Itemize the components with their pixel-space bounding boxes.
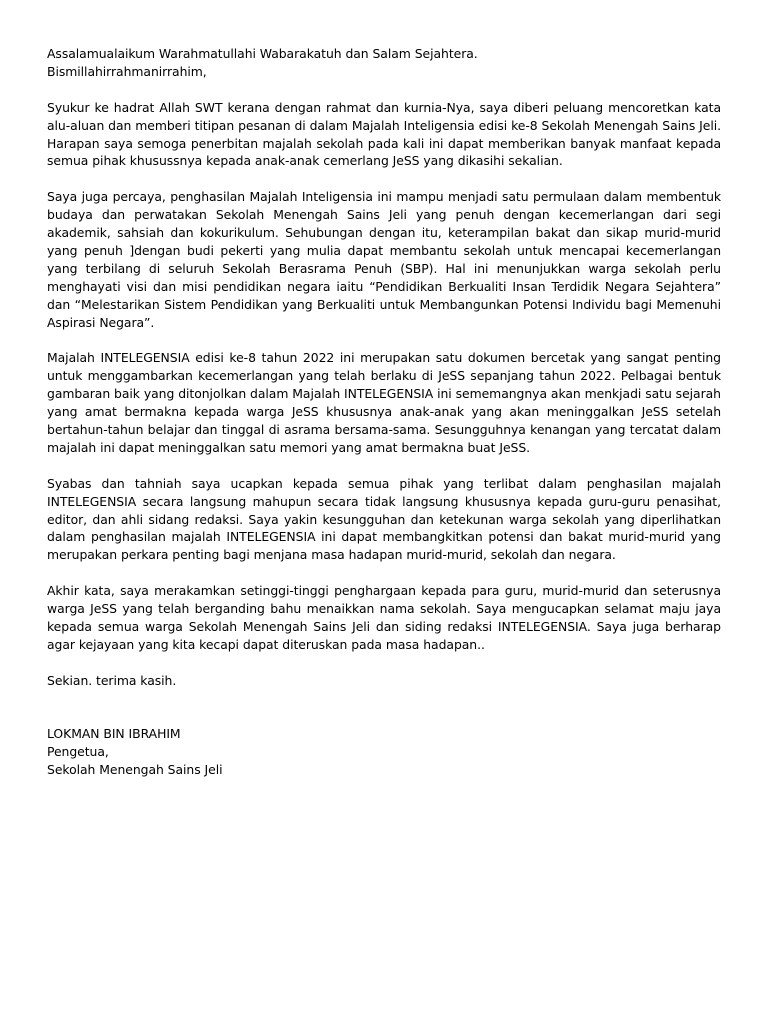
spacer: [47, 564, 721, 582]
paragraph-vision: Saya juga percaya, penghasilan Majalah Inteligensia ini mampu menjadi satu permulaan dalam membentuk budaya dan perwatakan Sekolah Menengah Sains Jeli yang penuh dengan kecemerlangan dari segi akademik, sahsiah dan kokurikulum. Sehubungan dengan itu, keterampilan bakat dan sikap murid-murid yang penuh ]dengan budi pekerti yang mulia dapat membantu sekolah untuk mencapai kecemerlangan yang terbilang di seluruh Sekolah Berasrama Penuh (SBP). Hal ini menunjukkan warga sekolah perlu menghayati visi dan misi pendidikan negara iaitu “Pendidikan Berkualiti Insan Terdidik Negara Sejahtera” dan “Melestarikan Sistem Pendidikan yang Berkualiti untuk Membangunkan Potensi Individu bagi Memenuhi Aspirasi Negara”.: [47, 189, 721, 330]
signature-block: [47, 725, 721, 779]
letter-page: [47, 45, 721, 779]
spacer: [47, 654, 721, 672]
spacer: [47, 457, 721, 475]
spacer: [47, 170, 721, 188]
spacer: [47, 331, 721, 349]
signatory-school: Sekolah Menengah Sains Jeli: [47, 762, 223, 778]
signatory-title: Pengetua,: [47, 744, 109, 760]
greeting-line: Assalamualaikum Warahmatullahi Wabarakatuh dan Salam Sejahtera.: [47, 46, 478, 61]
signatory-name: LOKMAN BIN IBRAHIM: [47, 726, 181, 742]
closing-line: Sekian. terima kasih.: [47, 672, 177, 688]
paragraph-document: Majalah INTELEGENSIA edisi ke-8 tahun 2022 ini merupakan satu dokumen bercetak yang sangat penting untuk menggambarkan kecemerlangan yang telah berlaku di JeSS sepanjang tahun 2022. Pelbagai bentuk gambaran baik yang ditonjolkan dalam Majalah INTELEGENSIA ini sememangnya akan menkjadi satu sejarah yang amat bermakna kepada warga JeSS khususnya anak-anak yang akan meninggalkan JeSS setelah bertahun-tahun belajar dan tinggal di asrama bersama-sama. Sesungguhnya kenangan yang tercatat dalam majalah ini dapat meninggalkan satu memori yang amat bermakna buat JeSS.: [47, 350, 721, 455]
spacer: [47, 81, 721, 99]
paragraph-congratulations: Syabas dan tahniah saya ucapkan kepada semua pihak yang terlibat dalam penghasilan majalah INTELEGENSIA secara langsung mahupun secara tidak langsung khususnya kepada guru-guru penasihat, editor, dan ahli sidang redaksi. Saya yakin kesungguhan dan ketekunan warga sekolah yang diperlihatkan dalam penghasilan majalah INTELEGENSIA ini dapat membangkitkan potensi dan bakat murid-murid yang merupakan perkara penting bagi menjana masa hadapan murid-murid, sekolah dan negara.: [47, 475, 721, 563]
paragraph-closing-remarks: Akhir kata, saya merakamkan setinggi-tinggi penghargaan kepada para guru, murid-murid dan seterusnya warga JeSS yang telah berganding bahu menaikkan nama sekolah. Saya mengucapkan selamat maju jaya kepada semua warga Sekolah Menengah Sains Jeli dan siding redaksi INTELEGENSIA. Saya juga berharap agar kejayaan yang kita kecapi dapat diteruskan pada masa hadapan..: [47, 583, 721, 652]
bismillah-line: Bismillahirrahmanirrahim,: [47, 63, 207, 79]
paragraph-intro: Syukur ke hadrat Allah SWT kerana dengan rahmat dan kurnia-Nya, saya diberi peluang mencoretkan kata alu-aluan dan memberi titipan pesanan di dalam Majalah Inteligensia edisi ke-8 Sekolah Menengah Sains Jeli. Harapan saya semoga penerbitan majalah sekolah pada kali ini dapat memberikan banyak manfaat kepada semua pihak khusussnya kepada anak-anak cemerlang JeSS yang dikasihi sekalian.: [47, 99, 721, 169]
spacer: [47, 690, 721, 726]
